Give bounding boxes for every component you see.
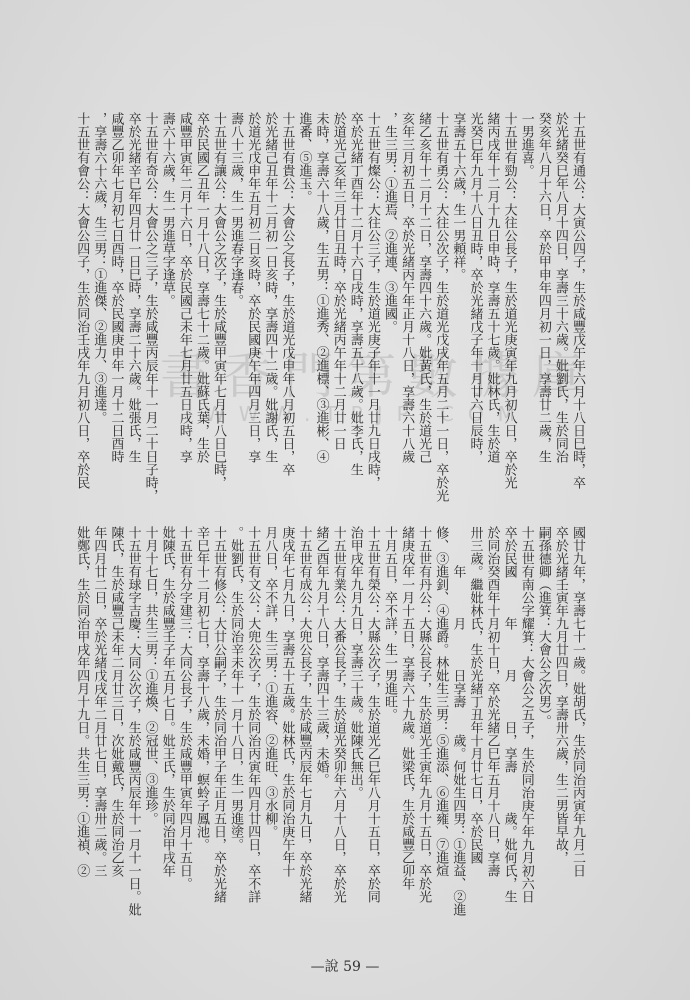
watermark-url: WWW.TPJP.COM bbox=[205, 402, 529, 426]
text-column: 年 月 日享壽 歲。何妣生四男：①進益、②進 bbox=[450, 526, 466, 916]
text-column: 十五世有南公字耀箕：大會公之五子，生於同治庚午年九月初六日 bbox=[518, 526, 534, 903]
text-column: 十五世有球字吉慶：大同公次子，生於咸豐丙辰年十一月十一日。妣 bbox=[125, 526, 141, 916]
text-column: 於光緒癸巳年八月十四日，享壽三十六歲。妣劉氏，生於同治 bbox=[552, 112, 568, 463]
text-column: 十五世有燦公：大往公三子，生於道光庚子年十一月廿九日戌時， bbox=[364, 112, 380, 489]
text-column: 十五世有成公：大兜公長子，生於咸豐丙辰年七月九日，卒於光緒 bbox=[296, 526, 312, 903]
text-column: 嗣孫德卿（進箕：大會公之次男）。 bbox=[535, 526, 551, 728]
text-column: 十五世有讓公：大會公之次子，生於咸豐甲寅年七月廿八日巳時， bbox=[211, 112, 227, 489]
text-column: 卅三歲。繼妣林氏，生於光緒丁丑年十月廿七日，卒於民國 bbox=[467, 526, 483, 864]
text-column: 修、③進釗、④進爵。林妣生三男：⑤進添、⑥進雍、⑦進煊 bbox=[433, 526, 449, 877]
text-column: 十五世有勇公：大往公次子，生於道光戊戌年五月二十一日，卒於光 bbox=[433, 112, 449, 502]
text-column: 咸豐乙卯年七月初七日酉時，卒於民國庚申年一月十二日酉時 bbox=[108, 112, 124, 463]
text-column: 壽六十六歲，生一男進草字逢草。 bbox=[159, 112, 175, 307]
text-column: 。妣劉氏，生於同治辛未年十一月十八日，生一男進塗。 bbox=[228, 526, 244, 851]
text-column: 未時，享壽六十八歲，生五男：①進秀、②進標、③進彬、④ bbox=[313, 112, 329, 463]
text-column: 卒於光緒辛巳年四月廿一日巳時，享壽二十六歲。妣張氏，生 bbox=[125, 112, 141, 463]
text-column: 亥年三月初五日，卒於光緒丙午年正月十八日，享壽六十八歲 bbox=[399, 112, 415, 463]
text-column: 月八日，卒不詳，生三男：①進容、②進旺、③水柳。 bbox=[262, 526, 278, 838]
text-column: 癸亥年八月十六日，卒於甲申年四月初一日，享壽廿二歲，生 bbox=[535, 112, 551, 463]
text-column: 十月五日，卒不詳，生一男進旺。 bbox=[381, 526, 397, 721]
text-column: 於同治癸酉年十月初十日，卒於光緒乙巳年五月十八日，享壽 bbox=[484, 526, 500, 877]
text-column: 十五世有文公：大兜公次子，生於同治丙寅年四月廿四日，卒不詳 bbox=[245, 526, 261, 903]
text-column: 十五世有奇公：大會公之三子，生於咸豐丙辰年十一月二十日子時， bbox=[142, 112, 158, 502]
text-column: 一男進喜。 bbox=[518, 112, 534, 177]
text-column: 於光緒己丑年十二月初一日亥時，享壽四十二歲。妣謝氏，生 bbox=[262, 112, 278, 463]
lower-text-block bbox=[73, 526, 586, 916]
text-column: 妣陳氏，生於咸豐壬子年五月七日。妣王氏，生於同治甲戌年 bbox=[159, 526, 175, 877]
text-column: 卒於光緒壬寅年九月廿四日，享壽卅六歲，生二男皆早故， bbox=[552, 526, 568, 864]
text-column: 壽八十三歲，生一男進春字逢春。 bbox=[228, 112, 244, 307]
text-column: 緒庚戌年一月十五日，享壽六十九歲。妣梁氏，生於咸豐乙卯年 bbox=[399, 526, 415, 890]
text-column: 國廿九年，享壽七十一歲。妣胡氏，生於同治丙寅年九月二日 bbox=[570, 526, 585, 877]
text-column: 十五世有會公：大會公四子，生於同治壬戌年九月初八日，卒於民 bbox=[74, 112, 90, 489]
text-column: 十五世有分字建三：大同公長子，生於咸豐甲寅年四月十五日。 bbox=[176, 526, 192, 890]
text-column: 十五世有修公：大廿公嗣子，生於同治甲子年正月五日，卒於光緒 bbox=[211, 526, 227, 903]
text-column: 辛巳年十二月初七日，享壽十八歲，未婚，螟蛉子鳳池。 bbox=[193, 526, 209, 851]
text-column: 十五世有丹公：大縣公長子，生於道光壬寅年九月十五日，卒於光 bbox=[416, 526, 432, 903]
text-column: 光癸巳年九月十八日丑時，卒於光緒戊子年十月廿六日辰時， bbox=[467, 112, 483, 463]
upper-text-block bbox=[73, 112, 586, 502]
page-number: —說 59 — bbox=[310, 959, 380, 975]
text-column: 卒於民國 年 月 日，享壽 歲。妣何氏，生 bbox=[501, 526, 517, 903]
text-column: 於道光戊申年五月初二日亥時，卒於民國庚午年四月三日，享 bbox=[245, 112, 261, 463]
text-column: 享壽五十六歲，生一男頼祥。 bbox=[450, 112, 466, 281]
text-column: 十五世有貴公：大會公之長子，生於道光戊申年八月初五日，卒 bbox=[279, 112, 295, 476]
text-column: 十五世有榮公：大縣公次子，生於道光乙巳年八月十五日，卒於同 bbox=[364, 526, 380, 903]
text-column: ，生三男：①進焉、②進連、③進國。 bbox=[381, 112, 397, 333]
text-column: 十五世有勁公：大往公長子，生於道光庚寅年九月初八日，卒於光 bbox=[501, 112, 517, 489]
text-column: 緒乙酉年九月十八日，享壽四十三歲，未婚。 bbox=[313, 526, 329, 786]
text-column: 十月十七日，共生三男：①進煥、②冠世、③進珍。 bbox=[142, 526, 158, 825]
text-column: 妣鄭氏，生於同治甲戌年四月十九日。共生三男：①進禎、② bbox=[74, 526, 90, 877]
text-column: 卒於光緒丁酉年十二月十六日戌時，享壽五十八歲。妣李氏，生 bbox=[347, 112, 363, 476]
text-column: 緒乙亥年十二月十二日，享壽四十六歲。妣黃氏，生於道光己 bbox=[416, 112, 432, 463]
text-column: 咸豐甲寅年二月十六日，卒於民國己未年七月廿五日戌時，享 bbox=[176, 112, 192, 463]
watermark: 書香門第數據庫 bbox=[160, 347, 594, 405]
text-column: 緒丙戌年十二月十九日申時，享壽五十七歲。妣林氏，生於道 bbox=[484, 112, 500, 463]
text-column: 十五世有通公：大寅公四子，生於咸豐戊午年六月十八日巳時，卒 bbox=[570, 112, 585, 489]
text-column: 於道光己亥年三月廿日丑時，卒於光緒丙午年十二月廿一日 bbox=[330, 112, 346, 450]
text-column: 進番、⑤進玉。 bbox=[296, 112, 312, 203]
text-column: ，享壽六十六歲，生三男：①進傑、②進力、③進達。 bbox=[91, 112, 107, 424]
text-column: 庚戌年七月九日，享壽五十五歲。妣林氏，生於同治庚午年十 bbox=[279, 526, 295, 877]
text-column: 卒於民國乙丑年一月十八日，享壽七十二歲。妣蘇氏葉，生於 bbox=[193, 112, 209, 463]
text-column: 年四月廿二日，卒於光緒戊戌年二月廿七日，享壽卅二歲。三 bbox=[91, 526, 107, 877]
text-column: 陳氏，生於咸豐己未年二月廿三日，次妣戴氏，生於同治乙亥 bbox=[108, 526, 124, 877]
text-column: 治甲戌年九月九日，享壽三十歲。妣陳氏無出。 bbox=[347, 526, 363, 799]
text-column: 十五世有業公：大番公長子，生於道光癸卯年六月十八日，卒於光 bbox=[330, 526, 346, 903]
